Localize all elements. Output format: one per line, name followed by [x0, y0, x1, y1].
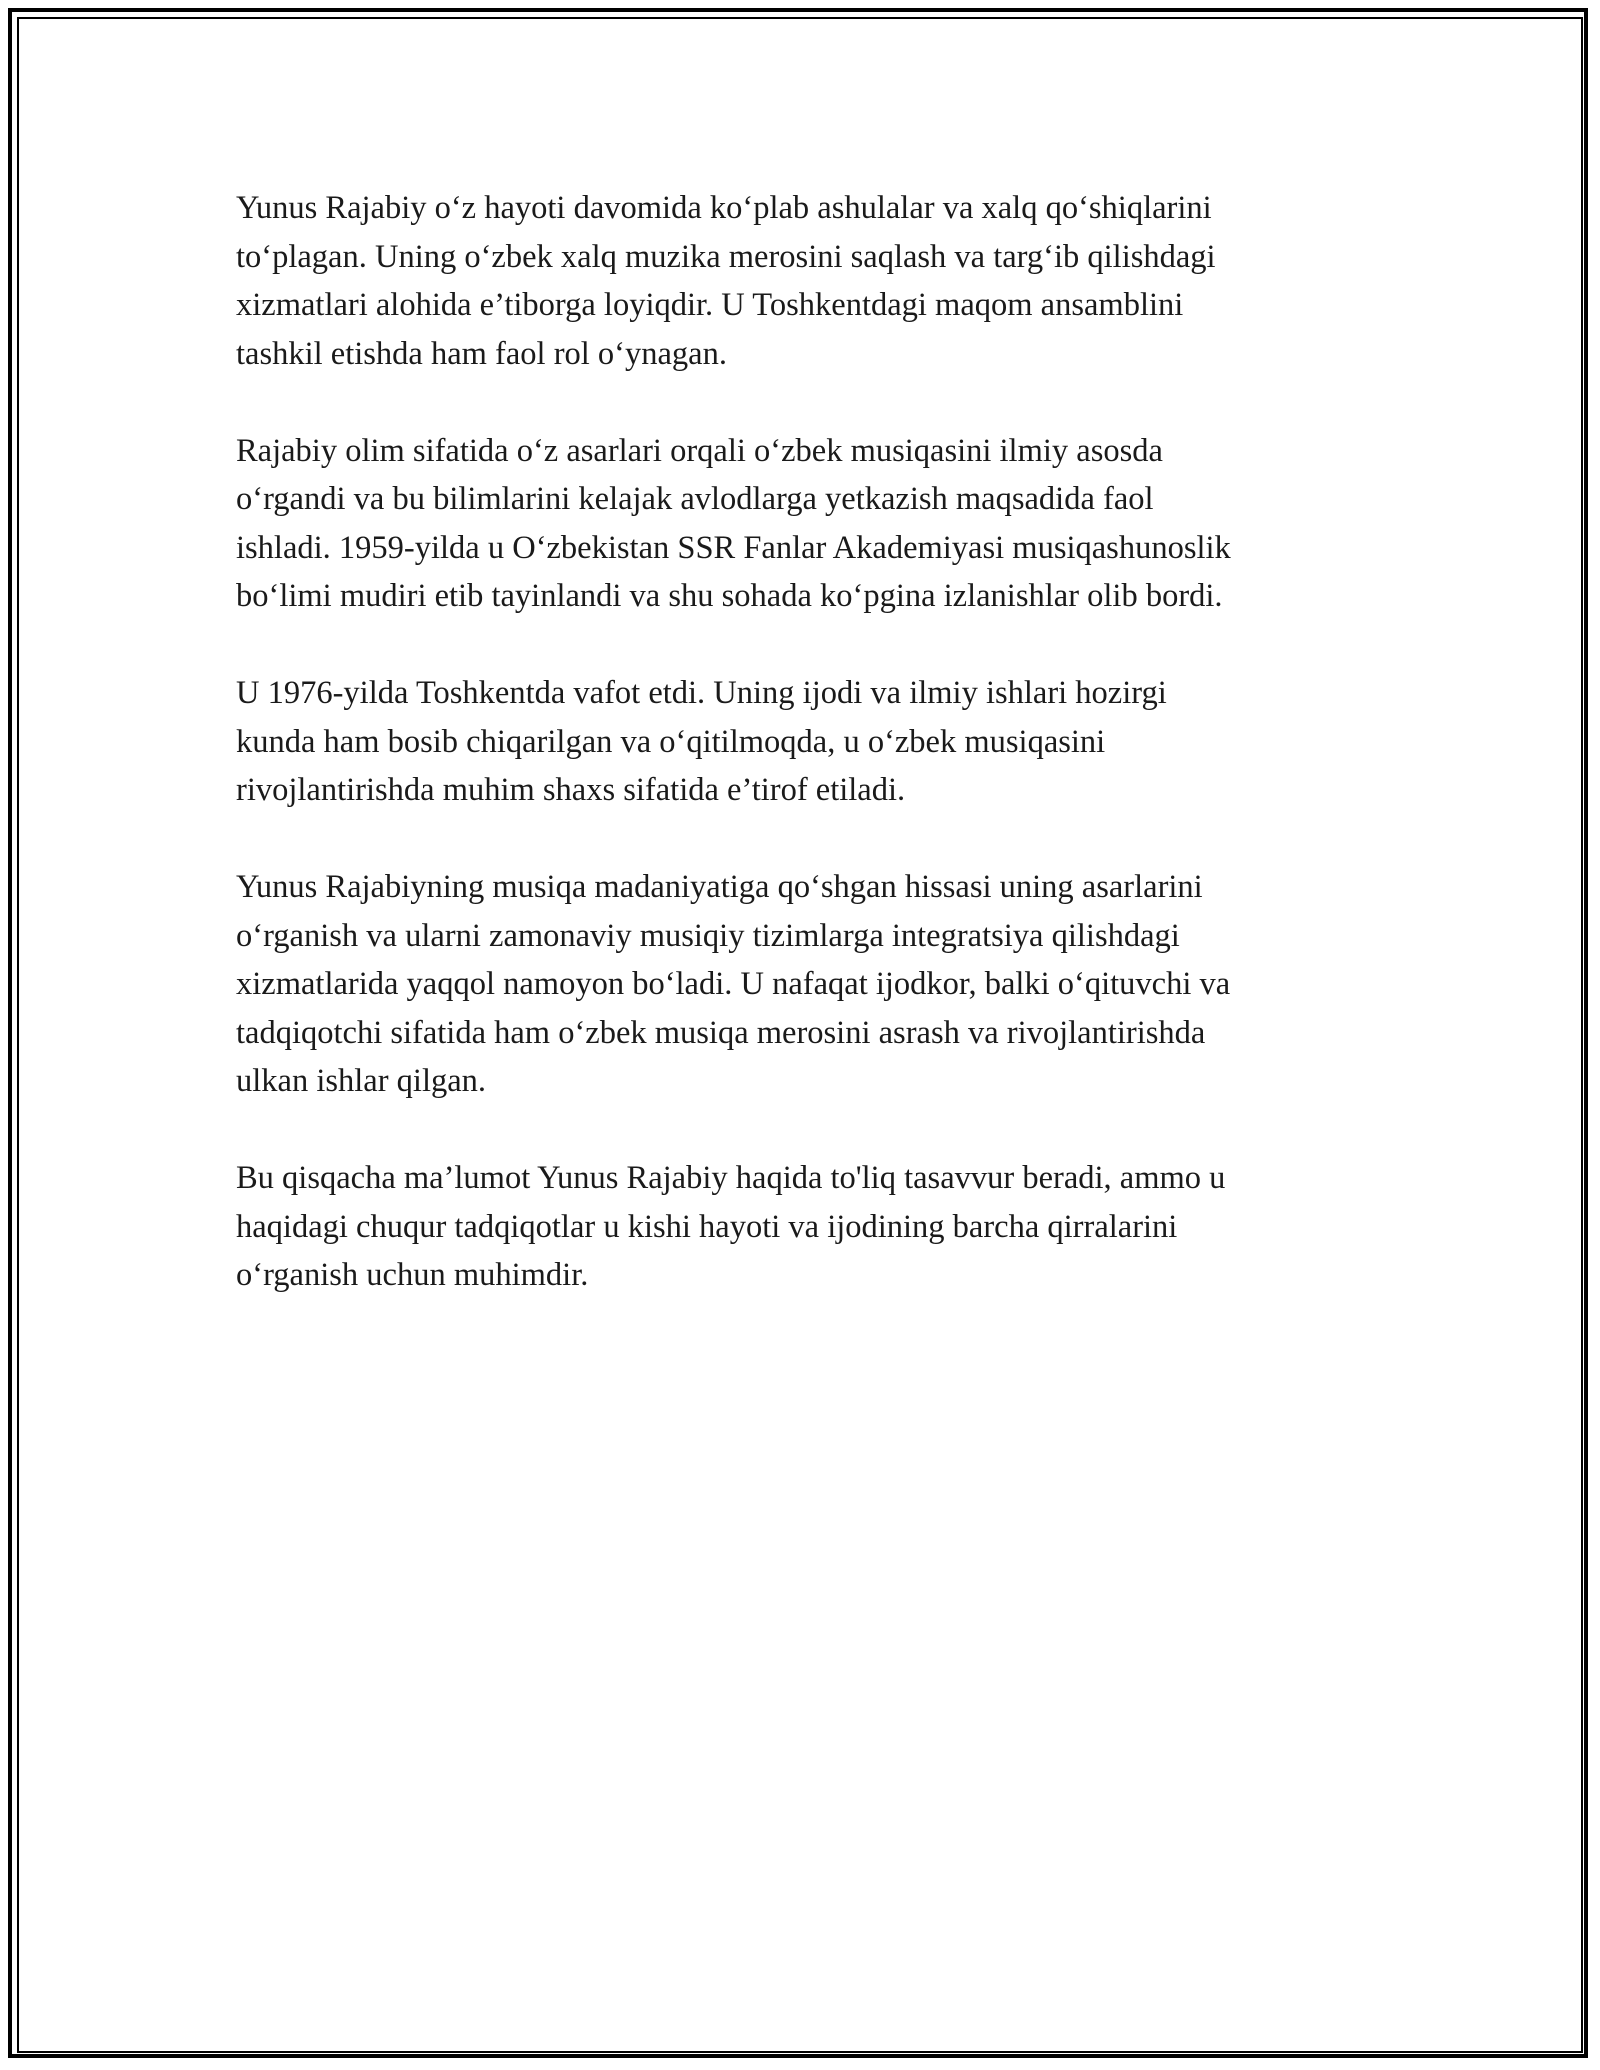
text-line: kunda ham bosib chiqarilgan va o‘qitilmoqda, u o‘zbek musiqasini	[236, 723, 1106, 760]
paragraph-5	[236, 1154, 1376, 1300]
text-line: o‘rganish va ularni zamonaviy musiqiy tizimlarga integratsiya qilishdagi	[236, 917, 1180, 954]
text-line: ishladi. 1959-yilda u O‘zbekistan SSR Fanlar Akademiyasi musiqashunoslik	[236, 529, 1231, 566]
text-line: ulkan ishlar qilgan.	[236, 1063, 487, 1099]
text-line: Rajabiy olim sifatida o‘z asarlari orqali o‘zbek musiqasini ilmiy asosda	[236, 432, 1163, 469]
paragraph-2	[236, 427, 1376, 621]
paragraph-1	[236, 184, 1376, 378]
paragraph-4	[236, 863, 1376, 1106]
text-line: xizmatlarida yaqqol namoyon bo‘ladi. U nafaqat ijodkor, balki o‘qituvchi va	[236, 966, 1231, 1002]
text-line: haqidagi chuqur tadqiqotlar u kishi hayoti va ijodining barcha qirralarini	[236, 1208, 1178, 1245]
text-line: Yunus Rajabiy o‘z hayoti davomida ko‘plab ashulalar va xalq qo‘shiqlarini	[236, 190, 1212, 226]
text-line: tashkil etishda ham faol rol o‘ynagan.	[236, 335, 727, 372]
paragraph-3	[236, 669, 1376, 815]
text-line: U 1976-yilda Toshkentda vafot etdi. Uning ijodi va ilmiy ishlari hozirgi	[236, 675, 1167, 711]
text-line: xizmatlari alohida e’tiborga loyiqdir. U Toshkentdagi maqom ansamblini	[236, 287, 1184, 323]
text-line: Yunus Rajabiyning musiqa madaniyatiga qo‘shgan hissasi uning asarlarini	[236, 869, 1203, 905]
text-line: bo‘limi mudiri etib tayinlandi va shu sohada ko‘pgina izlanishlar olib bordi.	[236, 578, 1223, 614]
document-body	[236, 184, 1376, 1348]
text-line: to‘plagan. Uning o‘zbek xalq muzika merosini saqlash va targ‘ib qilishdagi	[236, 238, 1216, 275]
text-line: o‘rgandi va bu bilimlarini kelajak avlodlarga yetkazish maqsadida faol	[236, 481, 1154, 517]
text-line: o‘rganish uchun muhimdir.	[236, 1257, 589, 1293]
text-line: tadqiqotchi sifatida ham o‘zbek musiqa merosini asrash va rivojlantirishda	[236, 1014, 1206, 1051]
text-line: Bu qisqacha ma’lumot Yunus Rajabiy haqida to'liq tasavvur beradi, ammo u	[236, 1160, 1226, 1196]
text-line: rivojlantirishda muhim shaxs sifatida e’tirof etiladi.	[236, 772, 906, 808]
